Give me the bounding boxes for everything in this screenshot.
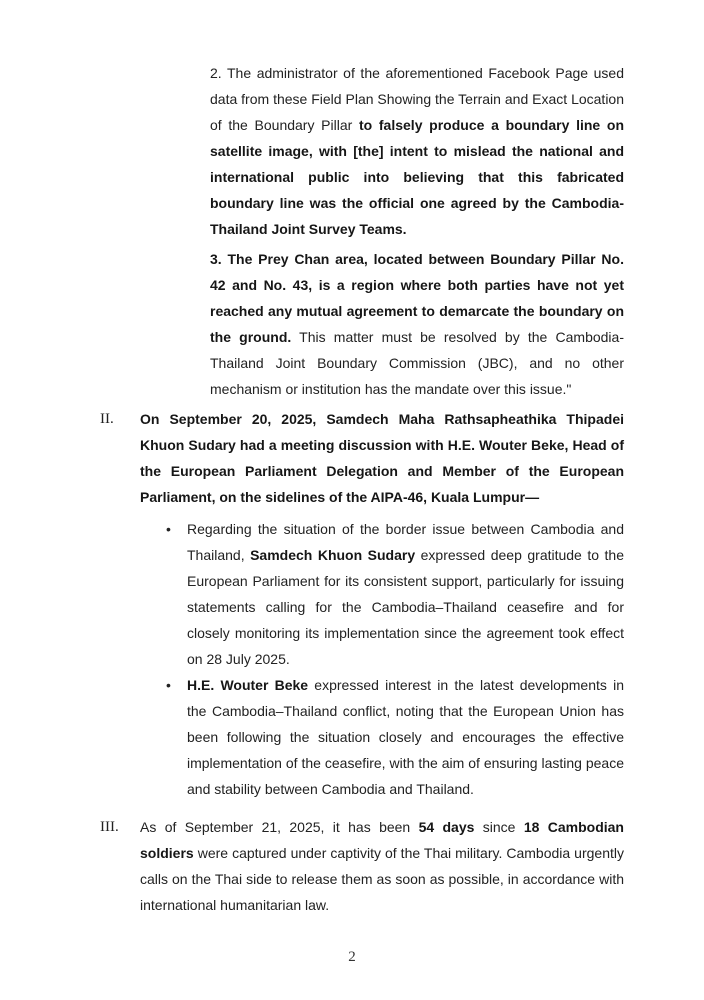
roman-numeral-iii: III. <box>100 819 119 835</box>
text-run: 2. The administrator of the aforementioned Facebook Page used data from these Field Plan Showing the Terrain and Exact Location of the Boundary Pillar <box>210 65 624 133</box>
quoted-paragraph-2 <box>210 60 624 242</box>
roman-numeral-ii: II. <box>100 411 114 427</box>
roman-item-iii-body <box>140 814 624 918</box>
text-run: were captured under captivity of the Thai military. Cambodia urgently calls on the Thai side to release them as soon as possible, in accordance with international humanitarian law. <box>140 845 624 913</box>
text-run: since <box>474 819 524 835</box>
roman-item-ii-body <box>140 406 624 510</box>
text-run-bold: On September 20, 2025, Samdech Maha Rathsapheathika Thipadei Khuon Sudary had a meeting discussion with H.E. Wouter Beke, Head of the European Parliament Delegation and Member of the European Parliament, on the sidelines of the AIPA-46, Kuala Lumpur— <box>140 411 624 505</box>
text-run-bold: 18 Cambodian soldiers <box>140 819 624 861</box>
text-run-bold: 3. The Prey Chan area, located between Boundary Pillar No. 42 and No. 43, is a region where both parties have not yet reached any mutual agreement to demarcate the boundary on the ground. <box>210 251 624 345</box>
bullet-item-1 <box>187 516 624 672</box>
document-body <box>0 60 704 918</box>
bullet-list <box>187 516 624 802</box>
quoted-paragraph-3 <box>210 246 624 402</box>
text-run: Regarding the situation of the border issue between Cambodia and Thailand, <box>187 521 624 563</box>
bullet-item-2 <box>187 672 624 802</box>
text-run-bold: H.E. Wouter Beke <box>187 677 309 693</box>
text-run-bold: to falsely produce a boundary line on satellite image, with [the] intent to mislead the national and international public into believing that this fabricated boundary line was the official one agreed by the Cambodia-Thailand Joint Survey Teams. <box>210 117 624 237</box>
text-run: expressed interest in the latest developments in the Cambodia–Thailand conflict, noting that the European Union has been following the situation closely and encourages the effective implementation of the ceasefire, with the aim of ensuring lasting peace and stability between Cambodia and Thailand. <box>187 677 624 797</box>
roman-item-ii <box>0 406 704 510</box>
text-run-bold: 54 days <box>418 819 475 835</box>
roman-item-iii <box>0 814 704 918</box>
text-run: As of September 21, 2025, it has been <box>140 819 419 835</box>
text-run: This matter must be resolved by the Cambodia-Thailand Joint Boundary Commission (JBC), and no other mechanism or institution has the mandate over this issue." <box>210 329 624 397</box>
text-run-bold: Samdech Khuon Sudary <box>250 547 416 563</box>
page-number: 2 <box>348 949 356 965</box>
text-run: expressed deep gratitude to the European Parliament for its consistent support, particularly for issuing statements calling for the Cambodia–Thailand ceasefire and for closely monitoring its implementation since the agreement took effect on 28 July 2025. <box>187 547 624 667</box>
